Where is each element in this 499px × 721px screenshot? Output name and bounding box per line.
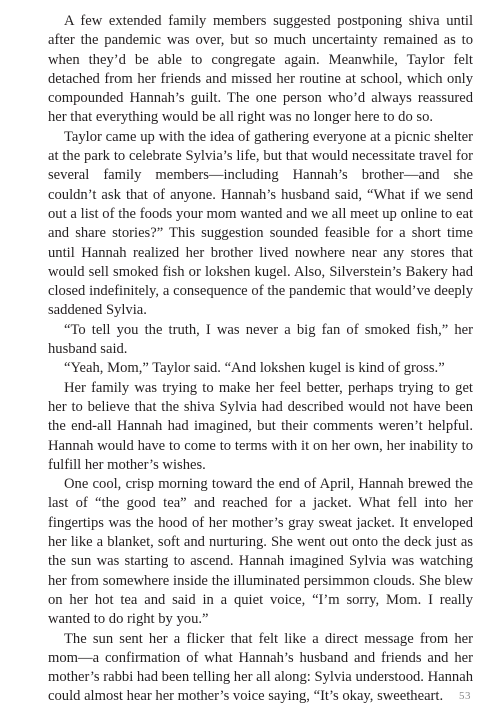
paragraph-5: Her family was trying to make her feel better, perhaps trying to get her to believe that the shiva Sylvia had described would not have been the end-all Hannah had imagined, but their comments weren’t helpful. Hannah would have to come to terms with it on her own, her inability to fulfill her mother’s wishes. [48, 379, 473, 473]
paragraph-3: “To tell you the truth, I was never a big fan of smoked fish,” her husband said. [48, 321, 473, 358]
page-body [48, 12, 473, 707]
paragraph-1: A few extended family members suggested postponing shiva until after the pandemic was over, but so much uncertainty remained as to when they’d be able to congregate again. Meanwhile, Taylor felt detached from her friends and missed her routine at school, which only compounded Hannah’s guilt. The one person who’d always reassured her that everything would be all right was no longer here to do so. [48, 13, 473, 126]
paragraph-4: “Yeah, Mom,” Taylor said. “And lokshen kugel is kind of gross.” [64, 360, 445, 377]
paragraph-7: The sun sent her a flicker that felt like a direct message from her mom—a confirmation of what Hannah’s husband and friends and her mother’s rabbi had been telling her all along: Sylvia understood. Hannah could almost hear her mother’s voice saying, “It’s okay, sweetheart. [48, 630, 473, 705]
page-number: 53 [459, 690, 471, 702]
paragraph-6: One cool, crisp morning toward the end of April, Hannah brewed the last of “the good tea” and reached for a jacket. What fell into her fingertips was the hood of her mother’s gray sweat jacket. It enveloped her like a blanket, soft and nurturing. She went out onto the deck just as the sun was starting to ascend. Hannah imagined Sylvia was watching her from somewhere inside the illuminated persimmon clouds. She blew on her hot tea and said in a quiet voice, “I’m sorry, Mom. I really wanted to do right by you.” [48, 476, 473, 628]
paragraph-2: Taylor came up with the idea of gathering everyone at a picnic shelter at the park to celebrate Sylvia’s life, but that would necessitate travel for several family members—including Hannah’s brother—and she couldn’t ask that of anyone. Hannah’s husband said, “What if we send out a list of the foods your mom wanted and we all meet up online to eat and share stories?” This suggestion sounded feasible for a short time until Hannah realized her brother lived nowhere near any stores that would sell smoked fish or lokshen kugel. Also, Silverstein’s Bakery had closed indefinitely, a consequence of the pandemic that would’ve deeply saddened Sylvia. [48, 128, 473, 319]
